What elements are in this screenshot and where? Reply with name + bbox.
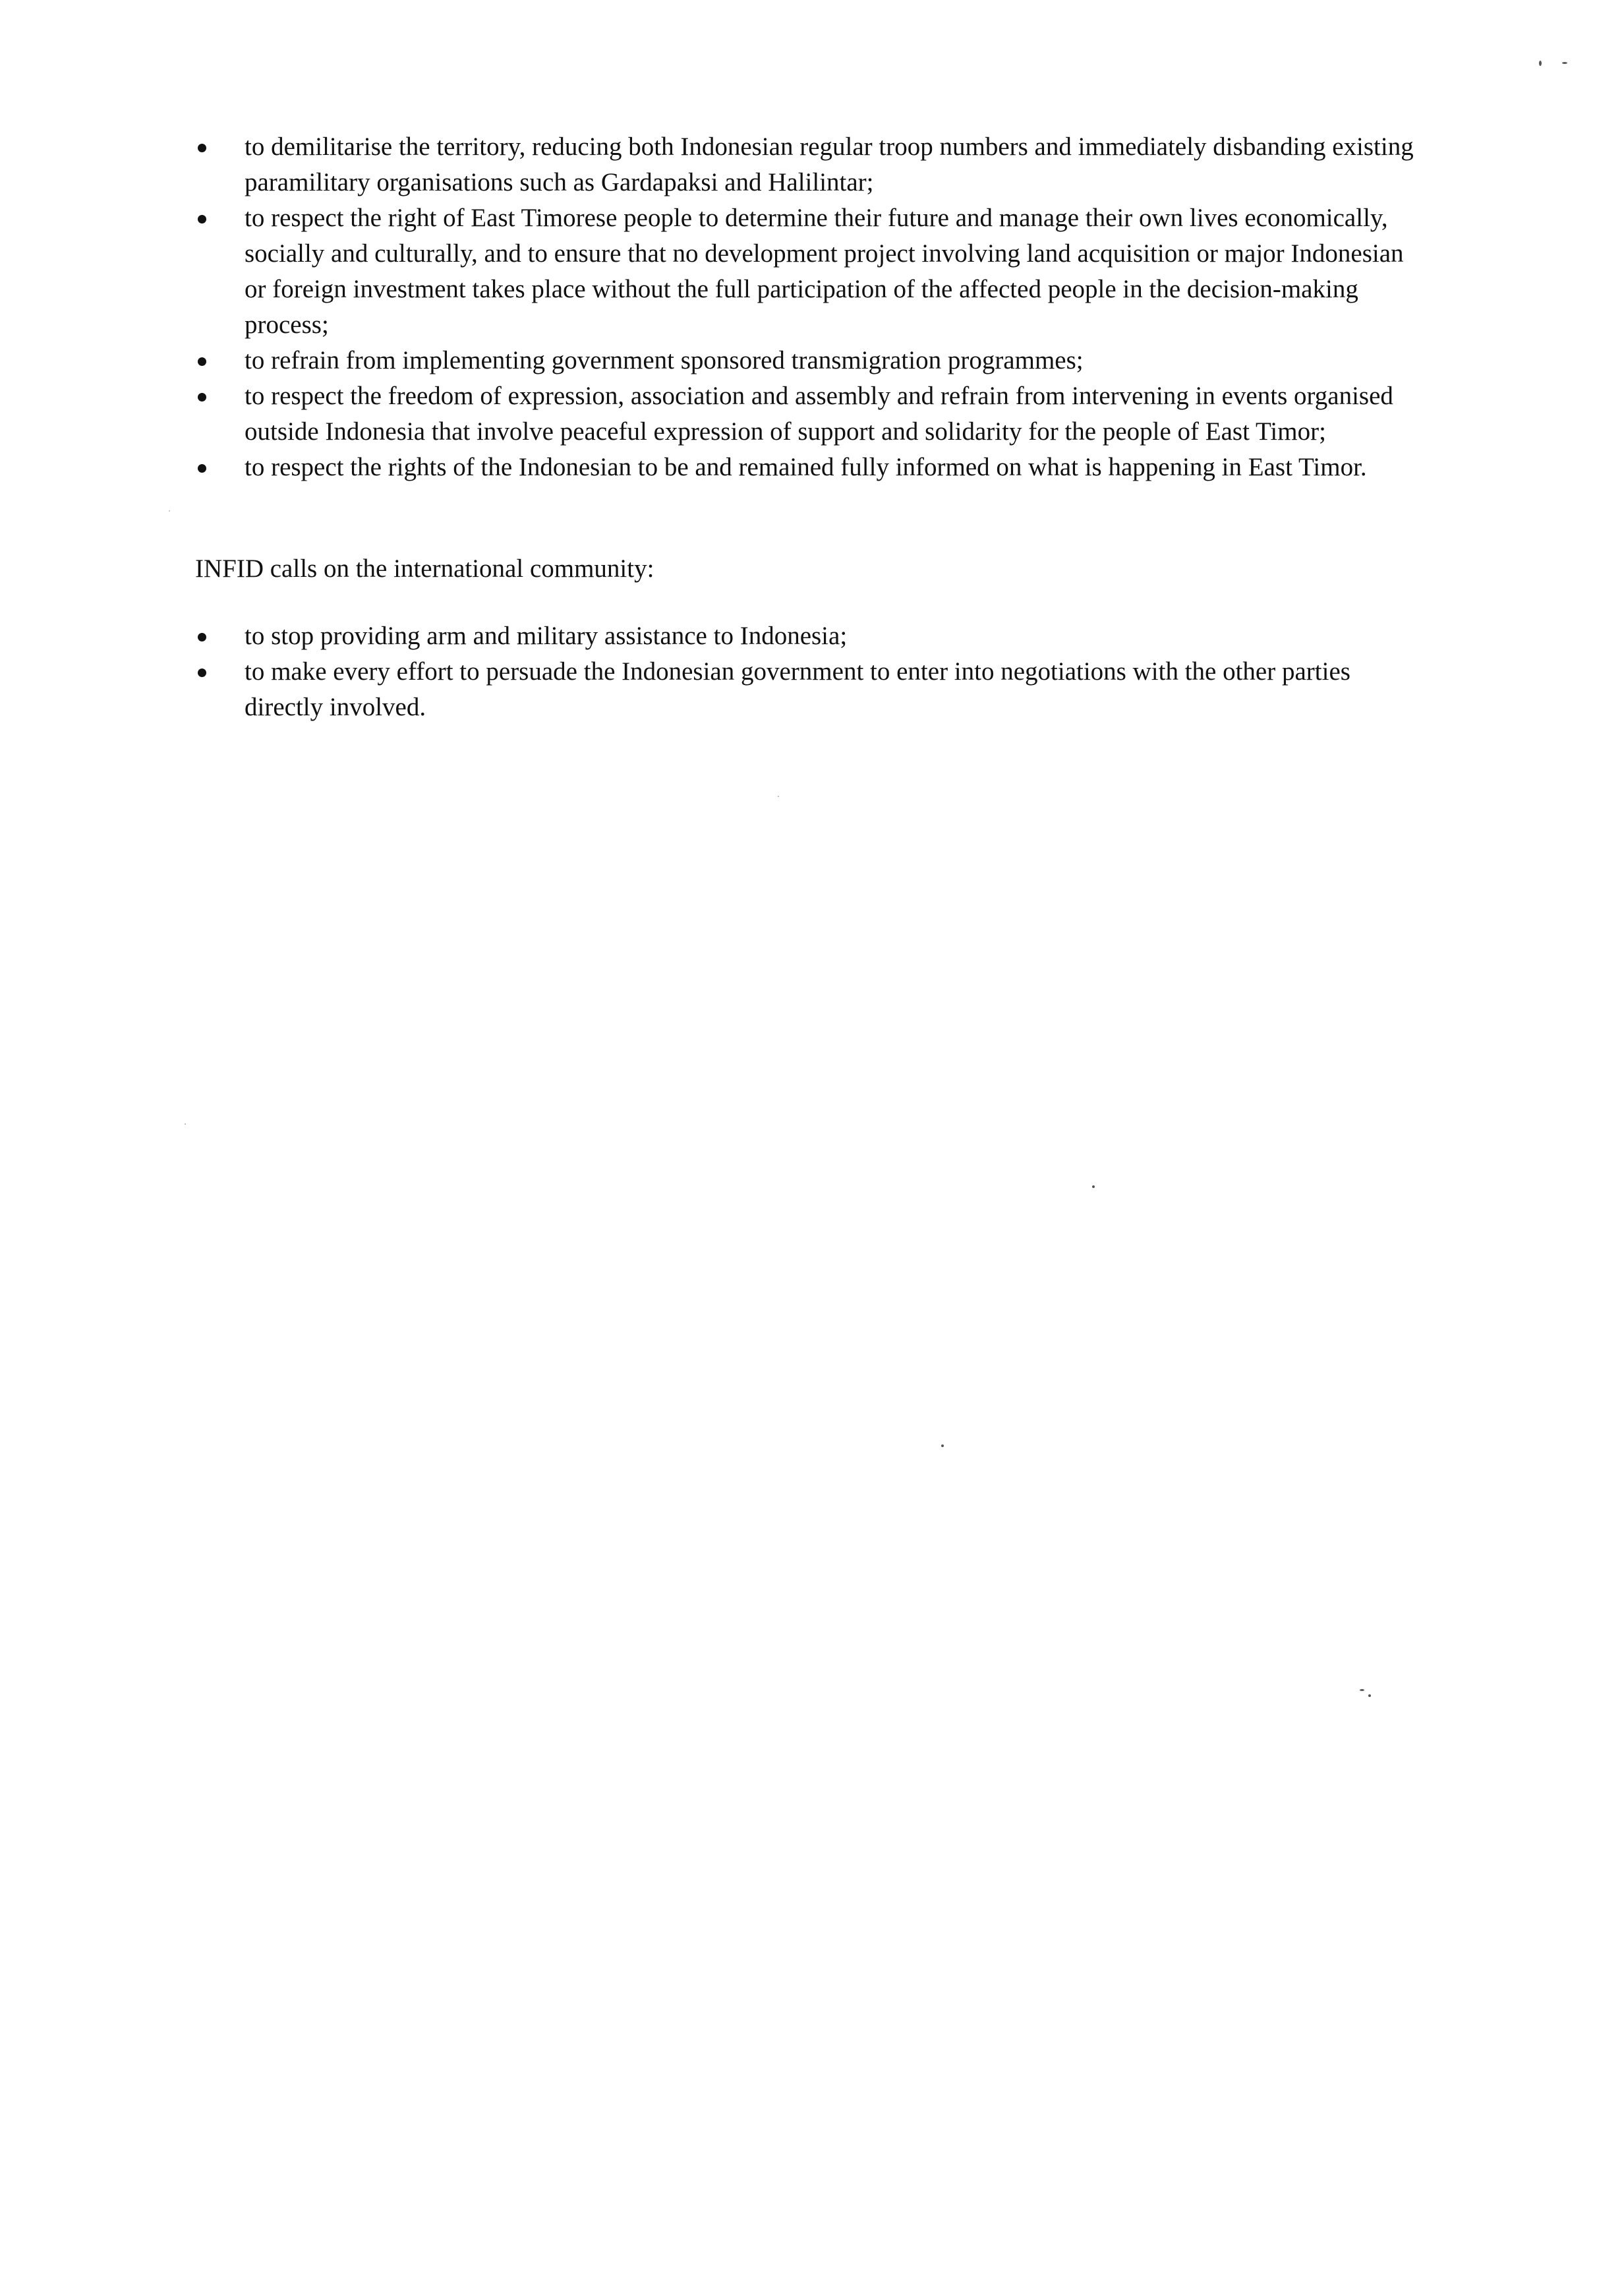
scan-speck [169,510,170,512]
scan-speck [941,1444,944,1447]
list-item: to respect the freedom of expression, association and assembly and refrain from intervening in events organised outside Indonesia that involve peaceful expression of support and solidarity for the people of East Timor; [195,378,1421,450]
international-demands-list [195,618,1421,725]
government-demands-list [195,129,1421,485]
list-item: to stop providing arm and military assistance to Indonesia; [195,618,1421,654]
scan-speck [1092,1185,1095,1188]
scan-speck [1539,61,1542,66]
scan-speck [185,1123,186,1125]
scan-speck [1360,1689,1364,1691]
list-item: to respect the rights of the Indonesian to be and remained fully informed on what is happening in East Timor. [195,450,1421,485]
scan-speck [778,796,779,797]
scan-speck [1562,62,1567,64]
list-item: to demilitarise the territory, reducing both Indonesian regular troop numbers and immediately disbanding existing paramilitary organisations such as Gardapaksi and Halilintar; [195,129,1421,200]
list-item: to make every effort to persuade the Indonesian government to enter into negotiations with the other parties directly involved. [195,654,1421,725]
list-item: to respect the right of East Timorese people to determine their future and manage their own lives economically, socially and culturally, and to ensure that no development project involving land acquisition or major Indonesian or foreign investment takes place without the full participation of the affected people in the decision-making process; [195,200,1421,343]
international-intro-paragraph: INFID calls on the international community: [195,554,654,583]
document-body [195,129,1421,725]
list-item: to refrain from implementing government sponsored transmigration programmes; [195,343,1421,378]
scan-speck [1368,1694,1371,1697]
